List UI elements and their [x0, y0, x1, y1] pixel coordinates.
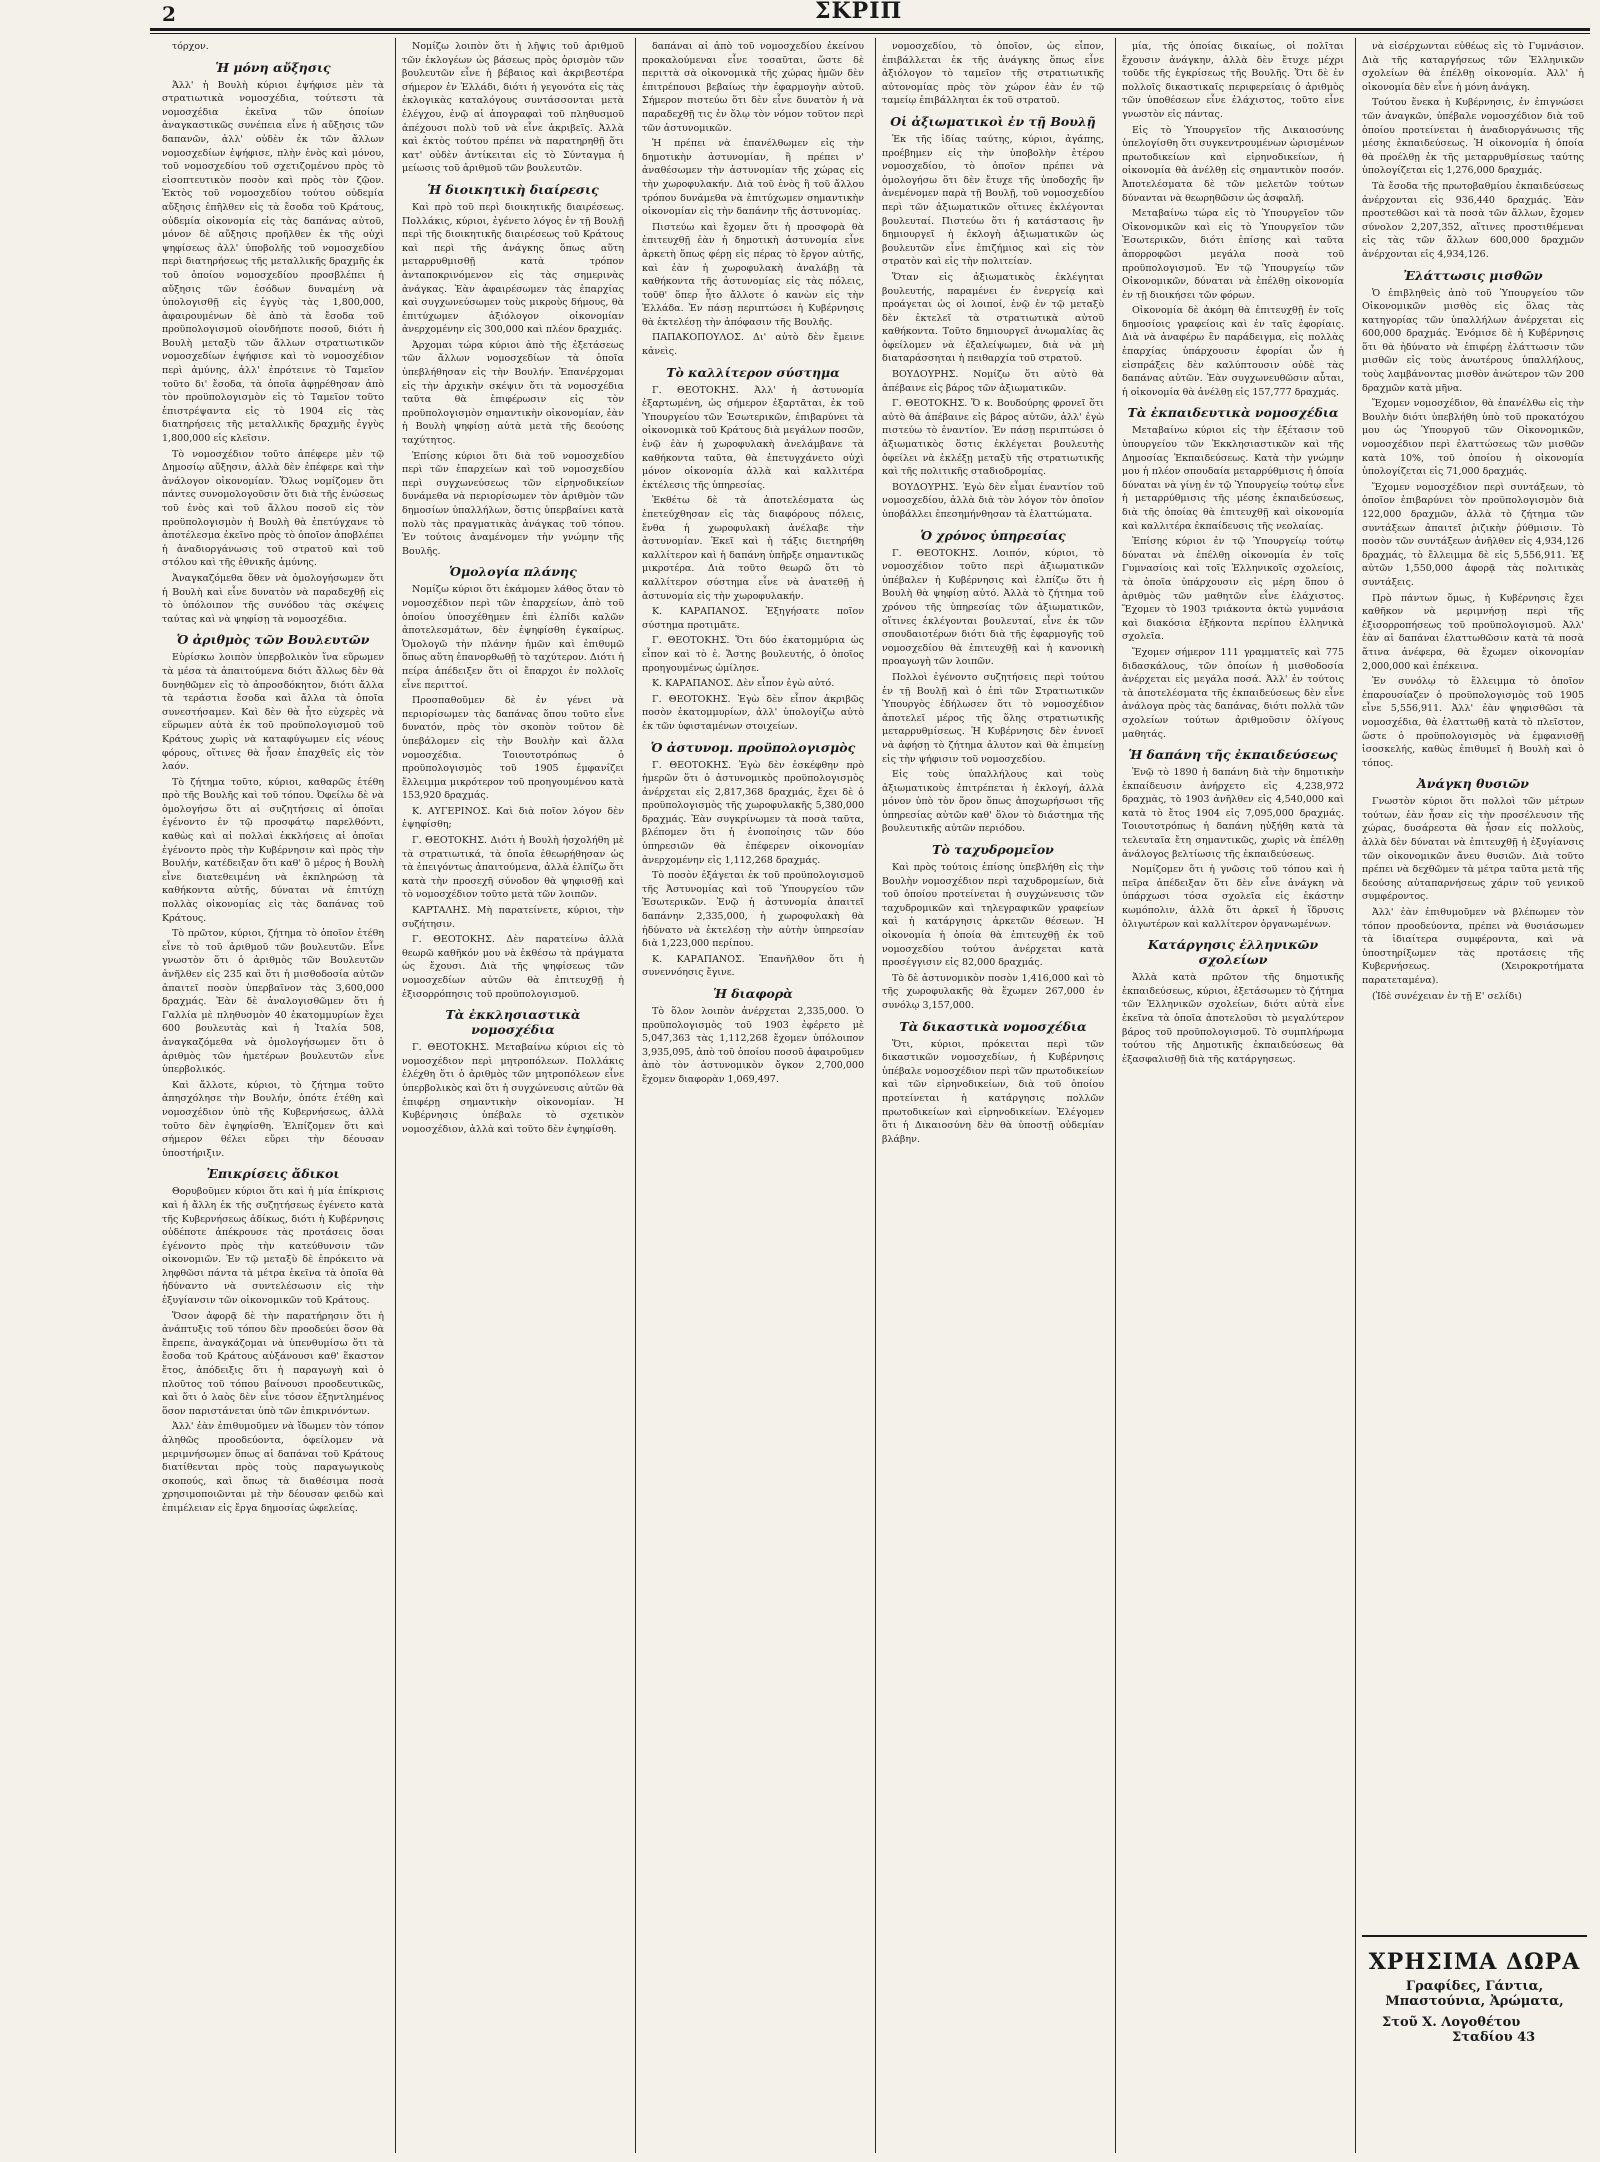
section-heading: Τὸ καλλίτερον σύστημα [666, 364, 840, 380]
article-column-3 [642, 40, 864, 2150]
article-paragraph: Ὅταν εἰς ἀξιωματικὸς ἐκλέγηται βουλευτής, παραμένει ἐν ἐνεργείᾳ καὶ προάγεται ὡς οἱ λοιποί, ἐνῷ ἐν τῷ μεταξὺ δὲν ἐκτελεῖ τὰ στρατιωτικὰ αὐτοῦ καθήκοντα. Τοῦτο δημιουργεῖ ἀνωμαλίας ἃς ὀφείλομεν νὰ ἐξαλείψωμεν, διὰ νὰ μὴ διαταράσσηται ἡ πειθαρχία τοῦ στρατοῦ. [882, 271, 1104, 365]
section-heading: Ἐπικρίσεις ἄδικοι [206, 1166, 340, 1182]
article-paragraph: μία, τῆς ὁποίας δικαίως, οἱ πολῖται ἔχουσιν ἀνάγκην, ἀλλὰ δὲν ἔτυχε μέχρι τοῦδε τῆς ἐγκρίσεως τῆς Βουλῆς. Ὅτι δὲ ἐν πολλοῖς δικαστικαῖς περιφερείαις ὁ ἀριθμὸς τῶν ὑποθέσεων εἶνε ἐλάχιστος, τοῦτο εἶνε γνωστὸν εἰς πάντας. [1122, 41, 1344, 120]
article-paragraph: Γ. ΘΕΟΤΟΚΗΣ. Λοιπόν, κύριοι, τὸ νομοσχέδιον τοῦτο περὶ ἀξιωματικῶν ὑπέβαλεν ἡ Κυβέρνησις καὶ ἐλπίζω ὅτι ἡ Βουλὴ θὰ ψηφίσῃ αὐτό. Ἀλλὰ τὸ ζήτημα τοῦ χρόνου τῆς ὑπηρεσίας τῶν ἀξιωματικῶν, οἵτινες ἐκλέγονται βουλευταί, εἶνε ἐκ τῶν σπουδαιοτέρων διότι διὰ τῆς ἐφαρμογῆς τοῦ νομοσχεδίου θὰ ἐπιτευχθῇ καὶ ἡ κανονικὴ προαγωγὴ τῶν λοιπῶν. [882, 547, 1104, 668]
article-paragraph: Τούτου ἕνεκα ἡ Κυβέρνησις, ἐν ἐπιγνώσει τῶν ἀναγκῶν, ὑπέβαλε νομοσχέδιον διὰ τοῦ ὁποίου προτείνεται ἡ ἀναδιοργάνωσις τῆς μέσης ἐκπαιδεύσεως. Ἡ οἰκονομία ἡ ὁποία θὰ προέλθῃ ἐκ τῆς μεταρρυθμίσεως ταύτης ὑπολογίζεται εἰς 1,276,000 δραχμάς. [1362, 97, 1584, 177]
section-heading: Τὰ δικαστικὰ νομοσχέδια [899, 1018, 1087, 1034]
article-paragraph: Τὸ ποσὸν ἐξάγεται ἐκ τοῦ προϋπολογισμοῦ τῆς Ἀστυνομίας καὶ τοῦ Ὑπουργείου τῶν Ἐσωτερικῶν. Ἐνῷ ἡ ἀστυνομία ἀπαιτεῖ δαπάνην 2,335,000, ἡ χωροφυλακὴ θὰ ἠδύνατο νὰ ἐκτελέσῃ τὴν αὐτὴν ὑπηρεσίαν διὰ 1,223,000 περίπου. [642, 870, 864, 950]
article-paragraph: Καὶ ἄλλοτε, κύριοι, τὸ ζήτημα τοῦτο ἀπησχόλησε τὴν Βουλήν, ὁπότε ἐτέθη καὶ νομοσχέδιον ὑπὸ τῆς Κυβερνήσεως, ἀλλὰ τοῦτο δὲν ἐψηφίσθη. Ἐλπίζομεν ὅτι καὶ σήμερον θέλει εὕρει τὴν δέουσαν ὑποστήριξιν. [162, 1079, 384, 1159]
ad-address [1362, 2015, 1587, 2045]
ad-street-number: Σταδίου 43 [1452, 2030, 1536, 2045]
article-paragraph: Θορυβοῦμεν κύριοι ὅτι καὶ ἡ μία ἐπίκρισις καὶ ἡ ἄλλη ἐκ τῆς συζητήσεως ἐγένετο κατὰ τῆς Κυβερνήσεως ἀδίκως, διότι ἡ Κυβέρνησις οὐδέποτε ἀπέκρουσε τὰς προτάσεις ὅσαι ἐγένοντο πρὸς τὴν κατεύθυνσιν τῶν οἰκονομιῶν. Ἐν τῷ μεταξὺ δὲ ἐπρόκειτο νὰ ληφθῶσι πάντα τὰ μέτρα ἐκεῖνα τὰ ὁποῖα θὰ ἠδύναντο νὰ συντελέσωσιν εἰς τὴν ἐξυγίανσιν τῶν οἰκονομικῶν τοῦ Κράτους. [162, 1186, 384, 1307]
article-paragraph: Καὶ πρὸ τοῦ περὶ διοικητικῆς διαιρέσεως. Πολλάκις, κύριοι, ἐγένετο λόγος ἐν τῇ Βουλῇ περὶ τῆς διοικητικῆς διαιρέσεως τοῦ Κράτους καὶ περὶ τῆς ἀνάγκης ὅπως αὕτη μεταρρυθμισθῇ κατὰ τρόπον ἀνταποκρινόμενον εἰς τὰς σημερινὰς ἀνάγκας. Ἐὰν ἀφαιρέσωμεν τὰς ἐπαρχίας καὶ συγχωνεύσωμεν τοὺς μικροὺς δήμους, θὰ ἐπιτύχωμεν ἀξιόλογον οἰκονομίαν ἀνερχομένην εἰς 300,000 καὶ πλέον δραχμάς. [402, 201, 624, 336]
section-heading: Ἡ μόνη αὔξησις [215, 59, 331, 75]
column-rule [875, 38, 876, 2153]
article-paragraph: τόρχον. [172, 41, 209, 52]
section-heading: Οἱ ἀξιωματικοὶ ἐν τῇ Βουλῇ [890, 113, 1096, 129]
page-number: 2 [162, 2, 176, 26]
article-paragraph: Τὸ ὅλον λοιπὸν ἀνέρχεται 2,335,000. Ὁ προϋπολογισμὸς τοῦ 1903 ἐφέρετο μὲ 5,047,363 τὰς 1,112,268 ἔχομεν ὑπόλοιπον 3,935,095, ἀπὸ τοῦ ὁποίου ποσοῦ ἀφαιροῦμεν ἀπὸ τὸν ἀστυνομικὸν ὄγκον 2,700,000 ἔχομεν διαφορὰν 1,069,497. [642, 1006, 864, 1085]
section-heading: Ὁ ἀριθμὸς τῶν Βουλευτῶν [176, 632, 370, 648]
article-paragraph: Ἐκ τῆς ἰδίας ταύτης, κύριοι, ἀγάπης, προέβημεν εἰς τὴν ὑποβολὴν ἑτέρου νομοσχεδίου, τὸ ὁποῖον πρέπει νὰ ὁμολογήσω ὅτι δὲν ἔτυχε τῆς ὑποδοχῆς ἣν ἀνεμένομεν παρὰ τῇ Βουλῇ, τοῦ νομοσχεδίου περὶ τῶν ἀξιωματικῶν οἵτινες ἐκλέγονται βουλευταί. Πιστεύω ὅτι ἡ κατάστασις ἣν δημιουργεῖ ἡ ἐκλογὴ ἀξιωματικῶν ὡς βουλευτῶν εἶνε ἐπιζήμιος καὶ εἰς τὸν στρατὸν καὶ εἰς τὴν πολιτείαν. [882, 133, 1104, 268]
article-paragraph: δαπάναι αἱ ἀπὸ τοῦ νομοσχεδίου ἐκείνου προκαλούμεναι εἶνε τοσαῦται, ὥστε δὲ περιττὰ σὰ οἰκονομικὰ τῆς χώρας ἡμῶν δὲν ἐπιτρέπουσι βεβαίως τὴν ἐφαρμογὴν αὐτοῦ. Σήμερον πιστεύω ὅτι δὲν εἶνε δυνατὸν ἡ νὰ παραδεχθῇ τις ἐν ὅλῳ τὸν νόμον τοῦτον περὶ τῶν ἀστυνομικῶν. [642, 41, 864, 134]
header-rule-thin [150, 33, 1590, 34]
ad-products: Γραφίδες, Γάντια, Μπαστούνια, Ἀρώματα, [1385, 1979, 1564, 2009]
article-paragraph: Εἰς τοὺς ὑπαλλήλους καὶ τοὺς ἀξιωματικοὺς ἐπιτρέπεται ἡ ἐκλογή, ἀλλὰ μόνον ὑπὸ τὸν ὅρον ὅπως ἀποχωρήσωσι τῆς ὑπηρεσίας αὐτῶν καθ' ὅλον τὸ διάστημα τῆς βουλευτικῆς αὐτῶν περιόδου. [882, 769, 1104, 835]
column-rule [1355, 38, 1356, 2153]
article-paragraph: Πρὸ πάντων ὅμως, ἡ Κυβέρνησις ἔχει καθῆκον νὰ μεριμνήσῃ περὶ τῆς ἐξισορροπήσεως τοῦ προϋπολογισμοῦ. Ἀλλ' ἐὰν αἱ δαπάναι ἐλαττωθῶσιν κατὰ τὰ ποσὰ ἅτινα ἀνέφερα, θὰ ἔχωμεν οἰκονομίαν 2,000,000 καὶ ἐπέκεινα. [1362, 592, 1584, 672]
article-paragraph: Ἀλλ' ἐὰν ἐπιθυμοῦμεν νὰ ἴδωμεν τὸν τόπον ἀληθῶς προοδεύοντα, ὀφείλομεν νὰ μεριμνήσωμεν ὅπως αἱ δαπάναι τοῦ Κράτους διατίθενται πρὸς τοὺς παραγωγικοὺς σκοπούς, καὶ ὅπως τὰ διαθέσιμα ποσὰ χρησιμοποιῶνται μὲ τὴν δέουσαν φειδὼ καὶ ἐπιμέλειαν εἰς ἔργα δημοσίας ὠφελείας. [162, 1421, 384, 1514]
ad-title: ΧΡΗΣΙΜΑ ΔΩΡΑ [1368, 1949, 1581, 1975]
article-paragraph: Τὸ νομοσχέδιον τοῦτο ἀπέφερε μὲν τῷ Δημοσίῳ αὔξησιν, ἀλλὰ δὲν ἐπέφερε καὶ τὴν ἀνάλογον οἰκονομίαν. Ὅλως νομίζομεν ὅτι πάντες συνομολογοῦσιν ὅτι διὰ τῆς ἑνώσεως τοῦ ἑνὸς καὶ τοῦ ἄλλου ποσοῦ εἰς τὸν προϋπολογισμὸν ἡ Βουλὴ θὰ ἐπετύγχανε τὸ ἀποτέλεσμα ἐκεῖνο πρὸς τὸ ὁποῖον ἀποβλέπει ἡ ἀναδιοργάνωσις τοῦ στρατοῦ καὶ τοῦ στόλου καὶ τῆς ἐθνικῆς ἀμύνης. [162, 448, 384, 569]
section-heading: Ἡ διαφορὰ [713, 986, 793, 1001]
article-paragraph: Νομίζομεν ὅτι ἡ γνῶσις τοῦ τόπου καὶ ἡ πεῖρα ἀπέδειξαν ὅτι δὲν εἶνε ἀνάγκη νὰ ὑπάρχωσι τόσα σχολεῖα εἰς ἑκάστην κωμόπολιν, ἀλλὰ ὅτι ἀρκεῖ ἡ ἵδρυσις ὀλιγωτέρων καὶ καλλίτερον ὀργανωμένων. [1122, 864, 1344, 930]
article-paragraph: Εἰς τὸ Ὑπουργεῖον τῆς Δικαιοσύνης ὑπελογίσθη ὅτι συγκεντρουμένων ὡρισμένων πρωτοδικείων καὶ εἰρηνοδικείων, ἡ οἰκονομία θὰ ἀνέλθῃ εἰς σημαντικὸν ποσόν. Ἀποτελέσματα δὲ τῶν μελετῶν τούτων δύνανται νὰ θεωρηθῶσιν ὡς ἀσφαλῆ. [1122, 124, 1344, 204]
article-paragraph: ΒΟΥΔΟΥΡΗΣ. Νομίζω ὅτι αὐτὸ θὰ ἀπέβαινε εἰς βάρος τῶν ἀξιωματικῶν. [882, 369, 1104, 394]
article-paragraph: Ἐνῷ τὸ 1890 ἡ δαπάνη διὰ τὴν δημοτικὴν ἐκπαίδευσιν ἀνήρχετο εἰς 4,238,972 δραχμὰς, τὸ 1903 ἀνῆλθεν εἰς 4,540,000 καὶ κατὰ τὸ ἔτος 1904 εἰς 7,095,000 δραχμάς. Τοιουτοτρόπως ἡ δαπάνη ηὐξήθη κατὰ τὰ τελευταῖα ἔτη σημαντικῶς, χωρὶς νὰ ἐπέλθῃ ἀνάλογος βελτίωσις τῆς ἐκπαιδεύσεως. [1122, 767, 1344, 860]
article-paragraph: Ἔχομεν νομοσχέδιον περὶ συντάξεων, τὸ ὁποῖον ἐπιβαρύνει τὸν προϋπολογισμὸν διὰ 122,000 δραχμῶν, ἀλλὰ τὸ ζήτημα τῶν συντάξεων ἀπαιτεῖ ῥιζικὴν ῥύθμισιν. Τὸ ποσὸν τῶν συντάξεων ἀνῆλθεν εἰς 4,934,126 δραχμάς, τὸ ἔλλειμμα δὲ εἰς 5,556,911. Ἐξ αὐτῶν 1,550,000 ἀφορᾷ τὰς πολιτικὰς συντάξεις. [1362, 481, 1584, 588]
article-paragraph: Ἀναγκαζόμεθα ὅθεν νὰ ὁμολογήσωμεν ὅτι ἡ Βουλὴ καὶ εἶνε δυνατὸν νὰ παραδεχθῇ εἰς τὸ ὑπόλοιπον τῆς συνόδου τὰς σκέψεις ταύτας καὶ νὰ ψηφίσῃ τὰ νομοσχέδια. [162, 572, 384, 625]
article-paragraph: Γ. ΘΕΟΤΟΚΗΣ. Ἀλλ' ἡ ἀστυνομία ἐξαρτωμένη, ὡς σήμερον ἐξαρτᾶται, ἐκ τοῦ Ὑπουργείου τῶν Ἐσωτερικῶν, ἐπιβαρύνει τὰ οἰκονομικὰ τοῦ Κράτους διὰ μεγάλων ποσῶν, ἐνῷ ἐὰν ἡ χωροφυλακὴ ἀνελάμβανε τὰ καθήκοντα ταῦτα, θὰ ἐπετυγχάνετο οὐχὶ μόνον οἰκονομία ἀλλὰ καὶ καλλιτέρα ἐκτέλεσις τῆς ὑπηρεσίας. [642, 384, 864, 491]
article-paragraph: Πιστεύω καὶ ἔχομεν ὅτι ἡ προσφορὰ θὰ ἐπιτευχθῇ ἐὰν ἡ δημοτικὴ ἀστυνομία εἶνε ἀρκετὴ ὅπως φέρῃ εἰς πέρας τὸ ἔργον αὐτῆς, καὶ ἐὰν ἡ χωροφυλακὴ ἀναλάβῃ τὰ καθήκοντα τῆς ἀστυνομίας εἰς τὰς πόλεις, τοῦθ' ὅπερ ἦτο ἄλλοτε ὁ κανὼν εἰς τὴν Ἑλλάδα. Ἐν πάσῃ περιπτώσει ἡ Κυβέρνησις θὰ ἐκτελέσῃ τὴν ἀπόφασιν τῆς Βουλῆς. [642, 221, 864, 328]
section-heading: Ἡ διοικητικὴ διαίρεσις [427, 181, 599, 197]
section-heading: Ὁ χρόνος ὑπηρεσίας [920, 527, 1066, 543]
section-heading: Ἡ δαπάνη τῆς ἐκπαιδεύσεως [1128, 747, 1338, 763]
article-paragraph: Γ. ΘΕΟΤΟΚΗΣ. Ὅτι δύο ἑκατομμύρια ὡς εἶπον καὶ τὸ ἐ. Ἄστης βουλευτής, ὁ ὁποῖος προηγουμένως ὡμίλησε. [642, 635, 864, 674]
article-paragraph: Μεταβαίνω κύριοι εἰς τὴν ἐξέτασιν τοῦ ὑπουργείου τῶν Ἐκκλησιαστικῶν καὶ τῆς Δημοσίας Ἐκπαιδεύσεως. Κατὰ τὴν γνώμην μου ἡ πλέον σπουδαία μεταρρύθμισις ἡ ὁποία δύναται νὰ γίνῃ ἐν τῷ Ὑπουργείῳ τούτῳ εἶνε ἡ μεταρρύθμισις τῆς μέσης ἐκπαιδεύσεως, διὰ τῆς ὁποίας θὰ ἐπιτευχθῇ καὶ οἰκονομία καὶ καλλιτέρα ἐκπαίδευσις τῆς νεολαίας. [1122, 425, 1344, 532]
article-paragraph: Ἔχομεν νομοσχέδιον, θὰ ἐπανέλθω εἰς τὴν Βουλὴν διότι ὑπεβλήθη ὑπὸ τοῦ προκατόχου μου ὡς Ὑπουργοῦ τῶν Οἰκονομικῶν, νομοσχέδιον περὶ ἐλαττώσεως τῶν μισθῶν κατὰ 10%, τοῦ ὁποίου ἡ οἰκονομία ὑπολογίζεται εἰς 71,000 δραχμάς. [1362, 398, 1584, 478]
ad-shop: Στοῦ Χ. Λογοθέτου [1382, 2015, 1521, 2030]
article-paragraph: Γ. ΘΕΟΤΟΚΗΣ. Δὲν παρατείνω ἀλλὰ θεωρῶ καθῆκόν μου νὰ ἐκθέσω τὰ πράγματα ὡς ἔχουσι. Διὰ τῆς ψηφίσεως τῶν νομοσχεδίων αὐτῶν θὰ ἐπιτευχθῇ ἡ ἐξισορρόπησις τοῦ προϋπολογισμοῦ. [402, 934, 624, 1000]
column-rule [395, 38, 396, 2153]
section-heading: Κατάργησις ἑλληνικῶν σχολείων [1147, 937, 1319, 968]
article-paragraph: ΚΑΡΤΑΛΗΣ. Μὴ παρατείνετε, κύριοι, τὴν συζήτησιν. [402, 905, 624, 930]
section-heading: Τὸ ταχυδρομεῖον [932, 842, 1054, 858]
article-paragraph: Κ. ΚΑΡΑΠΑΝΟΣ. Ἐπανῆλθον ὅτι ἡ συνεννόησις ἔγινε. [642, 953, 864, 979]
article-paragraph: νομοσχεδίου, τὸ ὁποῖον, ὡς εἶπον, ἐπιβάλλεται ἐκ τῆς ἀνάγκης ὅπως εἶνε ἀξιόλογον τὸ ταμεῖον τῆς στρατιωτικῆς αὐτονομίας πρὸς τὸν χώρον ἐὰν ἐν τῷ ταμείῳ ἐπιβάλληται ἐκ τοῦ στρατοῦ. [882, 41, 1104, 107]
article-paragraph: Νομίζω κύριοι ὅτι ἐκάμομεν λάθος ὅταν τὸ νομοσχέδιον περὶ τῶν ἐπαρχείων, ἀπὸ τοῦ ὁποίου ὑποσχέθημεν ἐπὶ ἐλπίδι καλῶν ἀποτελεσμάτων, δὲν ἐψηφίσθη ἐγκαίρως. Ὁμολογῶ τὴν πλάνην ἡμῶν καὶ ἐπιθυμῶ ὅπως αὕτη ἐπανορθωθῇ τὸ ταχύτερον. Διότι ἡ πείρα ἀπέδειξεν ὅτι οἱ ἔπαρχοι ἐν πολλοῖς εἶνε περιττοί. [402, 584, 624, 691]
article-paragraph: Ἡ πρέπει νὰ ἐπανέλθωμεν εἰς τὴν δημοτικὴν ἀστυνομίαν, ἢ πρέπει ν' ἀναθέσωμεν τὴν ἀστυνομίαν τῆς χώρας εἰς τὴν χωροφυλακήν. Διὰ τοῦ ἑνὸς ἢ τοῦ ἄλλου τρόπου δυνάμεθα νὰ ἐπιτύχωμεν σημαντικὴν οἰκονομίαν εἰς τὴν δαπάνην τῆς ἀστυνομίας. [642, 138, 864, 218]
article-paragraph: Πολλοὶ ἐγένοντο συζητήσεις περὶ τούτου ἐν τῇ Βουλῇ καὶ ὁ ἐπὶ τῶν Στρατιωτικῶν Ὑπουργὸς ἐδήλωσεν ὅτι τὸ νομοσχέδιον ἀποτελεῖ μέρος τῆς ὅλης στρατιωτικῆς μεταρρυθμίσεως. Ἡ Κυβέρνησις δὲν ἐννοεῖ νὰ ἀφήσῃ τὸ ζήτημα ἀλυτον καὶ θὰ ἐπιμείνῃ εἰς τὴν ψήφισιν τοῦ νομοσχεδίου. [882, 671, 1104, 765]
article-column-4 [882, 40, 1104, 2150]
masthead-title: ΣΚΡΙΠ [815, 0, 903, 24]
article-paragraph: Ἀλλ' ἐὰν ἐπιθυμοῦμεν νὰ βλέπωμεν τὸν τόπον προοδεύοντα, πρέπει νὰ θυσιάσωμεν τὰ ἰδιαίτερα συμφέροντα, καὶ νὰ ὑποστηρίξωμεν τὰς προτάσεις τῆς Κυβερνήσεως. (Χειροκροτήματα παρατεταμένα). [1362, 907, 1584, 986]
article-paragraph: ΠΑΠΑΚΟΠΟΥΛΟΣ. Δι' αὐτὸ δὲν ἔμεινε κἀνεὶς. [642, 332, 864, 358]
article-paragraph: Γνωστὸν κύριοι ὅτι πολλοὶ τῶν μέτρων τούτων, ἐὰν ἦσαν εἰς τὴν προσέλευσιν τῆς χώρας, δυσάρεστα θὰ ἦσαν εἰς πολλοὺς, ἀλλὰ δὲν δύναται νὰ ἐπιτευχθῇ ἡ ἐξυγίανσις τῶν οἰκονομικῶν ἄνευ θυσιῶν. Διὰ τοῦτο πρέπει νὰ δεχθῶμεν τὰ μέτρα ταῦτα μετὰ τῆς δεούσης αὐταπαρνήσεως χάριν τοῦ γενικοῦ συμφέροντος. [1362, 796, 1584, 903]
article-paragraph: νὰ εἰσέρχωνται εὐθέως εἰς τὸ Γυμνάσιον. Διὰ τῆς καταργήσεως τῶν Ἑλληνικῶν σχολείων θὰ ἐπέλθῃ οἰκονομία. Ἀλλ' ἡ οἰκονομία δὲν εἶνε ἡ μόνη ἀνάγκη. [1362, 41, 1584, 93]
article-paragraph: Γ. ΘΕΟΤΟΚΗΣ. Μεταβαίνω κύριοι εἰς τὸ νομοσχέδιον περὶ μητροπόλεων. Πολλάκις ἐλέχθη ὅτι ὁ ἀριθμὸς τῶν μητροπόλεων εἶνε ὑπερβολικὸς καὶ ὅτι ἡ συγχώνευσις αὐτῶν θὰ ἐπιφέρῃ σημαντικὴν οἰκονομίαν. Ἡ Κυβέρνησις ὑπέβαλε τὸ σχετικὸν νομοσχέδιον, ἀλλὰ καὶ τοῦτο δὲν ἐψηφίσθη. [402, 1042, 624, 1135]
article-paragraph: Οἰκονομία δὲ ἀκόμη θὰ ἐπιτευχθῇ ἐν τοῖς δημοσίοις γραφείοις καὶ ἐν ταῖς ἐφορίαις. Διὰ νὰ ἀναφέρω ἓν παράδειγμα, εἰς πολλὰς ἐπαρχίας ὑπάρχουσιν ἐφορίαι ὧν ἡ εἰσπράξεις δὲν καλύπτουσιν οὐδὲ τὰς δαπάνας αὐτῶν. Ἐὰν συγχωνευθῶσιν αὗται, ἡ οἰκονομία θὰ ἀνέλθῃ εἰς 157,777 δραχμάς. [1122, 305, 1344, 398]
article-paragraph: Γ. ΘΕΟΤΟΚΗΣ. Ἐγὼ δὲν εἶπον ἀκριβῶς ποσὸν ἑκατομμυρίων, ἀλλ' ὑπολογίζω αὐτὸ ἐκ τῶν ὑφισταμένων στοιχείων. [642, 693, 864, 732]
header-rule [150, 28, 1590, 31]
masthead [150, 0, 1590, 24]
article-paragraph: Ἀλλὰ κατὰ πρῶτον τῆς δημοτικῆς ἐκπαιδεύσεως, κύριοι, ἐξετάσωμεν τὸ ζήτημα τῶν Ἑλληνικῶν σχολείων, διότι αὐτὰ εἶνε ἐκεῖνα τὰ ὁποῖα ἀποτελοῦσι τὸ μεγαλύτερον βάρος τοῦ προϋπολογισμοῦ. Τὸ συμπλήρωμα τούτου τῆς Δημοτικῆς ἐκπαιδεύσεως θὰ ἐξασφαλισθῇ διὰ τῆς κατάργησεως. [1122, 972, 1344, 1065]
article-paragraph: Ἐν συνόλῳ τὸ ἔλλειμμα τὸ ὁποῖον ἐπαρουσίαζεν ὁ προϋπολογισμὸς τοῦ 1905 εἶνε 5,556,911. Ἀλλ' ἐὰν ψηφισθῶσι τὰ νομοσχέδια, θὰ ἐλαττωθῇ κατὰ τὸ πλεῖστον, ὥστε ὁ προϋπολογισμὸς νὰ ἐμφανισθῇ ἰσοσκελής, καθὼς ἐπιθυμεῖ ἡ Βουλὴ καὶ ὁ τόπος. [1362, 676, 1584, 769]
article-paragraph: Ὁ ἐπιβληθεὶς ἀπὸ τοῦ Ὑπουργείου τῶν Οἰκονομικῶν μισθὸς εἰς ὅλας τὰς κατηγορίας τῶν ὑπαλλήλων ἀνέρχεται εἰς 600,000 δραχμάς. Ἐνόμισε δὲ ἡ Κυβέρνησις ὅτι θὰ ἠδύνατο νὰ ἐπιφέρῃ ἐλάττωσιν τῶν μισθῶν εἰς τοὺς ἀνωτέρους ὑπαλλήλους, τοὺς λαμβάνοντας μισθὸν ἀνώτερον τῶν 200 δραχμῶν κατὰ μῆνα. [1362, 287, 1584, 394]
section-heading: Ὁμολογία πλάνης [449, 564, 577, 580]
article-paragraph: ΒΟΥΔΟΥΡΗΣ. Ἐγὼ δὲν εἶμαι ἐναντίον τοῦ νομοσχεδίου, ἀλλὰ διὰ τὸν λόγον τὸν ὁποῖον ὑποβάλλει ἐπεσημήνθησαν τὰ ἐλαττώματα. [882, 481, 1104, 520]
article-paragraph: Γ. ΘΕΟΤΟΚΗΣ. Ὅ κ. Βουδούρης φρονεῖ ὅτι αὐτὸ θὰ ἀπέβαινε εἰς βάρος αὐτῶν, ἀλλ' ἐγὼ πιστεύω τὸ ἐναντίον. Ἐν πάσῃ περιπτώσει ὁ ἀξιωματικὸς ὅστις ἐκλέγεται βουλευτὴς ὀφείλει νὰ ἐκλέξῃ μεταξὺ τῆς στρατιωτικῆς καὶ τῆς πολιτικῆς σταδιοδρομίας. [882, 398, 1104, 478]
article-column-5 [1122, 40, 1344, 2150]
article-paragraph: Τὸ πρῶτον, κύριοι, ζήτημα τὸ ὁποῖον ἐτέθη εἶνε τὸ τοῦ ἀριθμοῦ τῶν βουλευτῶν. Εἶνε γνωστὸν ὅτι ὁ ἀριθμὸς τῶν Βουλευτῶν ἀνῆλθεν εἰς 235 καὶ ὅτι ἡ μισθοδοσία αὐτῶν ἀπαιτεῖ ποσὸν ὑπερβαῖνον τὰς 3,600,000 δραχμάς. Ἐὰν δὲ ἀναλογισθῶμεν ὅτι ἡ Γαλλία μὲ πληθυσμὸν 40 ἑκατομμυρίων ἔχει 600 βουλευτὰς καὶ ἡ Ἰταλία 508, ἀναγκαζόμεθα νὰ ὁμολογήσωμεν ὅτι ὁ ἀριθμὸς τῶν ἡμετέρων βουλευτῶν εἶνε ὑπερβολικός. [162, 928, 384, 1076]
article-paragraph: Ὅτι, κύριοι, πρόκειται περὶ τῶν δικαστικῶν νομοσχεδίων, ἡ Κυβέρνησις ὑπέβαλε νομοσχέδιον περὶ τῶν πρωτοδικείων καὶ τῶν εἰρηνοδικείων, διὰ τοῦ ὁποίου προτείνεται ἡ κατάργησις πολλῶν πρωτοδικείων καὶ εἰρηνοδικείων. Ἐλέγομεν ὅτι ἡ Δικαιοσύνη δὲν θὰ ὑποστῇ οὐδεμίαν βλάβην. [882, 1038, 1104, 1145]
article-column-1 [162, 40, 384, 2150]
article-paragraph: Γ. ΘΕΟΤΟΚΗΣ. Διότι ἡ Βουλὴ ἠσχολήθη μὲ τὰ στρατιωτικά, τὰ ὁποῖα ἐθεωρήθησαν ὡς τὰ ἐπειγόντως ἀπαιτούμενα, ἀλλὰ ἐλπίζω ὅτι κατὰ τὴν προσεχῆ σύνοδον θὰ ψηφισθῇ καὶ τὸ νομοσχέδιον τοῦτο μετὰ τῶν λοιπῶν. [402, 835, 624, 901]
article-paragraph: Ἐπίσης κύριοι ἐν τῷ Ὑπουργείῳ τούτῳ δύναται νὰ ἐπέλθῃ οἰκονομία ἐν τοῖς Γυμνασίοις καὶ τοῖς Ἑλληνικοῖς σχολείοις, τὰ ὁποῖα ὑπάρχουσιν εἰς μέρη ὅπου ὁ ἀριθμὸς τῶν μαθητῶν εἶνε ἐλάχιστος. Ἔχομεν τὸ 1903 τριάκοντα ὀκτὼ γυμνάσια καὶ διακόσια ἑξήκοντα περίπου ἑλληνικὰ σχολεῖα. [1122, 536, 1344, 643]
article-paragraph: Κ. ΚΑΡΑΠΑΝΟΣ. Δὲν εἶπον ἐγὼ αὐτό. [652, 678, 835, 690]
article-paragraph: Κ. ΚΑΡΑΠΑΝΟΣ. Ἐξηγήσατε ποῖον σύστημα προτιμᾶτε. [642, 606, 864, 631]
article-paragraph: (Ἰδὲ συνέχειαν ἐν τῇ Ε' σελίδι) [1372, 990, 1522, 1002]
article-paragraph: Κ. ΑΥΓΕΡΙΝΟΣ. Καὶ διὰ ποῖον λόγον δὲν ἐψηφίσθη; [402, 805, 624, 831]
article-paragraph: Ὅσον ἀφορᾷ δὲ τὴν παρατήρησιν ὅτι ἡ ἀνάπτυξις τοῦ τόπου δὲν προοδεύει ὅσον θὰ ἔπρεπε, ἀναγκάζομαι νὰ ὑπενθυμίσω ὅτι τὰ ἔσοδα τοῦ Κράτους αὐξάνουσι καθ' ἕκαστον ἔτος, ἀπόδειξις ὅτι ἡ παραγωγὴ καὶ ὁ πλοῦτος τοῦ τόπου βαίνουσι προοδευτικῶς, καὶ ὅτι ὁ λαὸς δὲν εἶνε τόσον ἐξηντλημένος ὅσον παριστάνεται ὑπὸ τῶν ἐπικρινόντων. [162, 1310, 384, 1417]
section-heading: Ἀνάγκη θυσιῶν [1417, 776, 1529, 792]
article-paragraph: Ἀρχομαι τώρα κύριοι ἀπὸ τῆς ἐξετάσεως τῶν ἄλλων νομοσχεδίων τὰ ὁποῖα ὑπεβλήθησαν εἰς τὴν Βουλήν. Ἐπανέρχομαι εἰς τὴν ἀρχικὴν σκέψιν ὅτι τὰ νομοσχέδια ταῦτα θὰ ἐπιφέρωσιν εἰς τὸν προϋπολογισμὸν σημαντικὴν οἰκονομίαν, ἐὰν ἡ Βουλὴ ψηφίσῃ αὐτὰ μετὰ τῆς δεούσης ταχύτητος. [402, 339, 624, 447]
article-paragraph: Προσπαθοῦμεν δὲ ἐν γένει νὰ περιορίσωμεν τὰς δαπάνας ὅπου τοῦτο εἶνε δυνατόν, πρὸς τὸν σκοπὸν τοῦτον δὲ ὑπεβάλομεν εἰς τὴν Βουλὴν καὶ ἄλλα νομοσχέδια. Τοιουτοτρόπως ὁ προϋπολογισμὸς τοῦ 1905 ἐμφανίζει ἔλλειμμα μικρότερον τοῦ προηγουμένου κατὰ 153,920 δραχμάς. [402, 695, 624, 802]
column-rule [635, 38, 636, 2153]
article-paragraph: Ἐπίσης κύριοι ὅτι διὰ τοῦ νομοσχεδίου περὶ τῶν ἐπαρχείων καὶ τοῦ νομοσχεδίου περὶ συγχωνεύσεως τῶν εἰρηνοδικείων δυνάμεθα νὰ περιορίσωμεν τὸν ἀριθμὸν τῶν δημοσίων ὑπαλλήλων, ὅστις ὑπερβαίνει κατὰ πολὺ τὰς πραγματικὰς ἀνάγκας τοῦ τόπου. Ἐν τούτοις ἀναμένομεν τὴν γνώμην τῆς Βουλῆς. [402, 450, 624, 557]
article-paragraph: Ἔχομεν σήμερον 111 γραμματεῖς καὶ 775 διδασκάλους, τῶν ὁποίων ἡ μισθοδοσία ἀνέρχεται εἰς μεγάλα ποσά. Ἀλλ' ἐν τούτοις τὰ ἀποτελέσματα τῆς ἐκπαιδεύσεως δὲν εἶνε ἀνάλογα πρὸς τὰς δαπάνας, διότι πολλὰ τῶν σχολείων τούτων ἀριθμοῦσιν ὀλίγους μαθητάς. [1122, 646, 1344, 740]
article-column-2 [402, 40, 624, 2150]
article-paragraph: Καὶ πρὸς τούτοις ἐπίσης ὑπεβλήθη εἰς τὴν Βουλὴν νομοσχέδιον περὶ ταχυδρομείων, διὰ τοῦ ὁποίου προτείνεται ἡ συγχώνευσις τῶν ταχυδρομικῶν καὶ τηλεγραφικῶν γραφείων καὶ ἡ κατάργησις ἀρκετῶν θέσεων. Ἡ οἰκονομία ἡ ὁποία θὰ ἐπιτευχθῇ ἐκ τοῦ νομοσχεδίου τούτου ἀνέρχεται κατὰ προσέγγισιν εἰς 82,000 δραχμάς. [882, 862, 1104, 969]
section-heading: Ὁ ἀστυνομ. προϋπολογισμὸς [650, 739, 856, 755]
column-rule [1115, 38, 1116, 2153]
article-paragraph: Εὑρίσκω λοιπὸν ὑπερβολικὸν ἵνα εὕρωμεν τὰ μέσα τὰ ἀπαιτούμενα διότι ἄλλως δὲν θὰ δυνηθῶμεν εἰς τὸ ἀπροσδόκητον, διότι ἄλλα τὰ τεράστια ἔσοδα καὶ ἄλλα τὰ ὁποῖα συνεστήσαμεν. Καὶ δὲν θὰ ἦτο εὐχερὲς νὰ εὕρωμεν αὐτὰ ἐκ τοῦ προϋπολογισμοῦ τοῦ Κράτους χωρὶς νὰ καταφύγωμεν εἰς νέους φόρους, οἵτινες θὰ ἦσαν ἐπαχθεῖς εἰς τὸν λαόν. [162, 652, 384, 773]
section-heading: Τὰ ἐκκλησιαστικὰ νομοσχέδια [445, 1007, 581, 1038]
article-paragraph: Ἀλλ' ἡ Βουλὴ κύριοι ἐψήφισε μὲν τὰ στρατιωτικὰ νομοσχέδια, τούτεστι τὰ νομοσχέδια ἐκεῖνα τῶν ὁποίων ἀναγκαστικῶς συνέπεια εἶνε ἡ αὔξησις τῶν δαπανῶν, ἀλλ' οὐδὲν ἐκ τῶν ἄλλων νομοσχεδίων ἐψήφισε, πλὴν ἑνὸς καὶ μόνου, τοῦ νομοσχεδίου τοῦ σχετιζομένου πρὸς τὸ εἰσοπτευτικὸν ποσὸν καὶ πρὸς τὸν ζῷον. Ἐκτὸς τοῦ νομοσχεδίου τούτου οὐδεμία αὔξησις ἐπῆλθεν εἰς τὰ ἔσοδα τοῦ Κράτους, οὐδεμία οἰκονομία εἰς τὰς δαπάνας αὐτοῦ, μόνον δὲ αὔξησις προῆλθεν ἐκ τῆς οὐχὶ ψηφίσεως ἀλλ' ὑποβολῆς τοῦ νομοσχεδίου περὶ διατηρήσεως τῆς μεταλλικῆς δραχμῆς ἐκ τοῦ ὁποίου νομοσχεδίου προσβλέπει ἡ αὔξησις τῶν ἐσόδων δυναμένη νὰ ὑπολογισθῇ εἰς ἐγγὺς τὰς 1,800,000, ἀφαιρουμένων δὲ ἀπὸ τὰ ἔσοδα τοῦ προϋπολογισμοῦ οἱονδήποτε ποσοῦ, διότι ἡ Βουλὴ μεταξὺ τῶν ἄλλων στρατιωτικῶν νομοσχεδίων ἐψήφισε καὶ τὸ νομοσχέδιον περὶ ἀμύνης, ἀλλ' ἐπρότεινε τὸ Ταμεῖον τοῦτο δι' ἔσοδα, τὰ ὁποῖα ἀφῃρέθησαν ἀπὸ τὸν προϋπολογισμὸν εἰς τὸ Ταμεῖον τοῦτο ἐπιστρέψαντα εἰς τὸ 1904 εἰς τὰς διατηρήσεις τῆς μεταλλικῆς δραχμῆς ἐγγὺς 1,800,000 εἰς κλεῖσιν. [162, 79, 384, 445]
section-heading: Ἐλάττωσις μισθῶν [1403, 267, 1543, 283]
section-heading: Τὰ ἐκπαιδευτικὰ νομοσχέδια [1127, 405, 1339, 421]
article-paragraph: Μεταβαίνω τώρα εἰς τὸ Ὑπουργεῖον τῶν Οἰκονομικῶν καὶ εἰς τὸ Ὑπουργεῖον τῶν Ἐσωτερικῶν, διότι ἐπίσης καὶ ταῦτα ἀπορροφῶσι μεγάλα ποσὰ τοῦ προϋπολογισμοῦ. Ἐν τῷ Ὑπουργείῳ τῶν Οἰκονομικῶν, δύναται νὰ ἐπέλθῃ οἰκονομία ἐν τῇ διοικήσει τῶν φόρων. [1122, 208, 1344, 301]
article-paragraph: Γ. ΘΕΟΤΟΚΗΣ. Ἐγὼ δὲν ἐσκέφθην πρὸ ἡμερῶν ὅτι ὁ ἀστυνομικὸς προϋπολογισμὸς ἀνέρχεται εἰς 2,817,368 δραχμάς, ἔχει δὲ ὁ προϋπολογισμὸς τῆς χωροφυλακῆς 5,380,000 δραχμάς. Ἐὰν συγκρίνωμεν τὰ ποσὰ ταῦτα, βλέπομεν ὅτι ἡ ἑνοποίησις τῶν δύο ὑπηρεσιῶν θὰ ἐπέφερεν οἰκονομίαν ἀνερχομένην εἰς 1,112,268 δραχμάς. [642, 759, 864, 866]
article-paragraph: Τὸ ζήτημα τοῦτο, κύριοι, καθαρῶς ἐτέθη πρὸ τῆς Βουλῆς καὶ τοῦ τόπου. Ὀφείλω δὲ νὰ ὁμολογήσω ὅτι αἱ συζητήσεις αἱ ὁποῖαι ἐγένοντο ἐν τῷ προσφάτῳ παρελθόντι, καθὼς καὶ αἱ πολλαὶ ἐκκλήσεις αἱ ὁποῖαι ἐγένοντο πρὸς τὴν Κυβέρνησιν καὶ πρὸς τὴν Βουλήν, κατέδειξαν ὅτι καθ' ὃ μέρος ἡ Βουλὴ εἶνε διατεθειμένη νὰ ἐκπληρώσῃ τὰ καθήκοντα αὐτῆς, δύναται νὰ ἐπιτύχῃ πολλὰς οἰκονομίας εἰς τὰς δαπάνας τοῦ Κράτους. [162, 776, 384, 924]
article-column-6 [1362, 40, 1584, 2150]
article-paragraph: Ἐκθέτω δὲ τὰ ἀποτελέσματα ὡς ἐπετεύχθησαν εἰς τὰς διαφόρους πόλεις, ἔνθα ἡ χωροφυλακὴ ἀνέλαβε τὴν ἀστυνομίαν. Ἐκεῖ καὶ ἡ τάξις διετηρήθη καλλίτερον καὶ ἡ δαπάνη ὑπῆρξε σημαντικῶς μικροτέρα. Διὰ τοῦτο θεωρῶ ὅτι τὸ καλλίτερον σύστημα εἶνε νὰ ἀνατεθῇ ἡ ἀστυνομία εἰς τὴν χωροφυλακήν. [642, 495, 864, 602]
article-paragraph: Τὰ ἔσοδα τῆς πρωτοβαθμίου ἐκπαιδεύσεως ἀνέρχονται εἰς 936,440 δραχμάς. Ἐὰν προστεθῶσι καὶ τὰ ποσὰ τῶν ἄλλων, ἔχομεν σύνολον 2,207,352, αἵτινες προστιθέμεναι εἰς τὰς τῶν ἄλλων 600,000 δραχμῶν ἀνέρχονται εἰς 4,934,126. [1362, 180, 1584, 260]
advertisement [1362, 1935, 1587, 2137]
article-paragraph: Νομίζω λοιπὸν ὅτι ἡ λῆψις τοῦ ἀριθμοῦ τῶν ἐκλογέων ὡς βάσεως πρὸς ὁρισμὸν τῶν βουλευτῶν εἶνε ἡ βέβαιος καὶ ἀκριβεστέρα σήμερον ἐν Ἑλλάδι, διότι ἡ γεγονότα εἰς τὰς ἐκλογικὰς καταλόγους συντάσσονται μετὰ ἐλέγχου, ἐνῷ αἱ ἀπογραφαὶ τοῦ πληθυσμοῦ ἀπέχουσι πολὺ τοῦ νὰ εἶνε ἀκριβεῖς. Ἀλλὰ καὶ ἐκτὸς τούτου πρέπει νὰ παρατηρηθῇ ὅτι κατ' οὐδὲν ἀντίκειται εἰς τὸ Σύνταγμα ἡ μείωσις τοῦ ἀριθμοῦ τῶν βουλευτῶν. [402, 41, 624, 175]
article-paragraph: Τὸ δὲ ἀστυνομικὸν ποσὸν 1,416,000 καὶ τὸ τῆς χωροφυλακῆς θὰ ἔχωμεν 267,000 ἐν συνόλῳ 3,157,000. [882, 972, 1104, 1011]
